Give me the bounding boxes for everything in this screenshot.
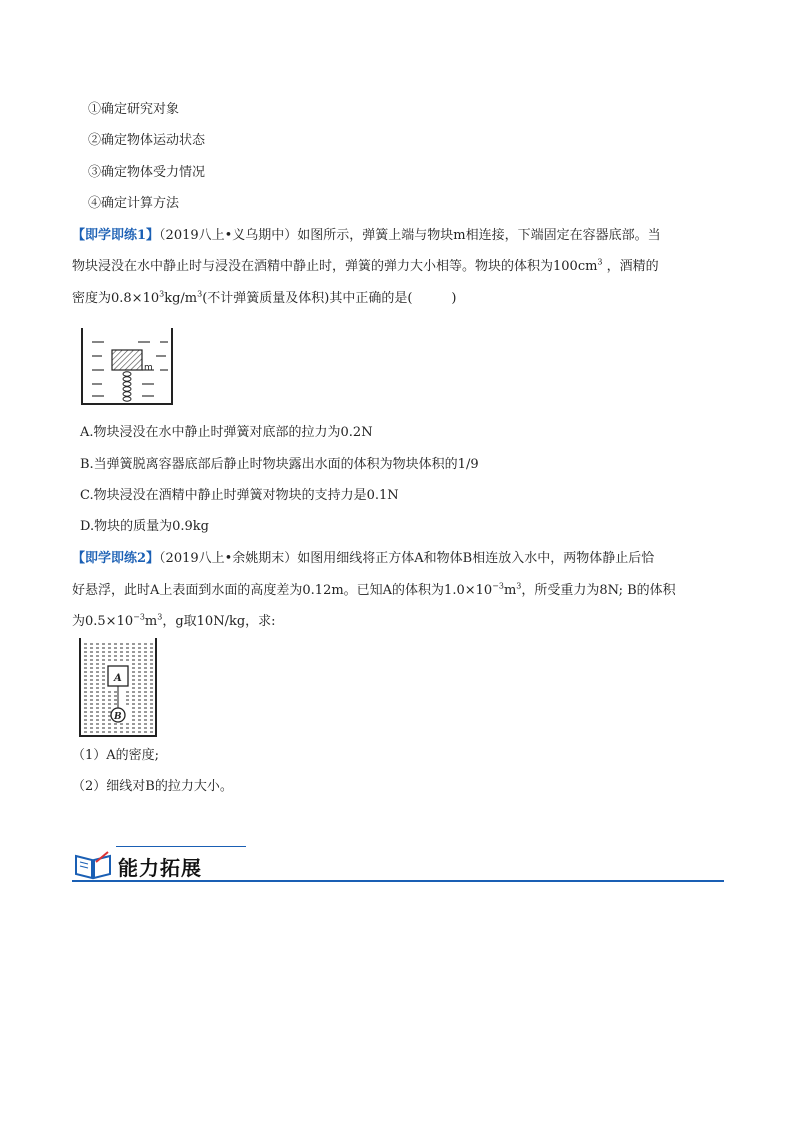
section-header bbox=[72, 846, 724, 886]
step-item: ③确定物体受力情况 bbox=[88, 165, 206, 180]
section-bottom-rule bbox=[72, 880, 724, 882]
option-b: B.当弹簧脱离容器底部后静止时物块露出水面的体积为物块体积的1/9 bbox=[80, 457, 479, 472]
open-book-icon bbox=[72, 848, 114, 880]
question-1-tag: 【即学即练1】 bbox=[72, 228, 160, 243]
block-label: m bbox=[144, 363, 153, 373]
step-item: ②确定物体运动状态 bbox=[88, 133, 206, 148]
option-c: C.物块浸没在酒精中静止时弹簧对物块的支持力是0.1N bbox=[80, 488, 399, 503]
question-1-line-1: 【即学即练1】（2019八上•义乌期中）如图所示，弹簧上端与物块m相连接，下端固定在容器底部。当 bbox=[72, 228, 661, 243]
suspended-objects-figure bbox=[78, 636, 158, 738]
step-item: ④确定计算方法 bbox=[88, 196, 180, 211]
question-2-line-2: 好悬浮，此时A上表面到水面的高度差为0.12m。已知A的体积为$1.0\times 10^{-3}m^3$，所受重力为8N; B的体积 bbox=[72, 581, 676, 598]
object-b-label: B bbox=[114, 712, 122, 722]
question-2-line-1: 【即学即练2】（2019八上•余姚期末）如图用细线将正方体A和物体B相连放入水中，两物体静止后恰 bbox=[72, 551, 655, 566]
section-top-rule bbox=[116, 846, 246, 847]
sub-question-1: （1）A的密度; bbox=[72, 748, 160, 763]
step-item: ①确定研究对象 bbox=[88, 102, 180, 117]
option-a: A.物块浸没在水中静止时弹簧对底部的拉力为0.2N bbox=[80, 425, 373, 440]
question-2-line-3: 为$0.5\times 10^{-3}m^3$，g取10N/kg，求: bbox=[72, 612, 276, 629]
object-a-label: A bbox=[114, 673, 122, 684]
sub-question-2: （2）细线对B的拉力大小。 bbox=[72, 779, 233, 794]
spring-block-figure bbox=[80, 324, 176, 408]
question-1-line-3: 密度为$0.8\times 10^3kg/m^3$(不计弹簧质量及体积)其中正确的是( ) bbox=[72, 289, 457, 306]
question-1-line-2: 物块浸没在水中静止时与浸没在酒精中静止时，弹簧的弹力大小相等。物块的体积为$100cm^3$ ，酒精的 bbox=[72, 257, 659, 274]
section-title: 能力拓展 bbox=[118, 856, 202, 880]
option-d: D.物块的质量为0.9kg bbox=[80, 519, 209, 534]
question-2-tag: 【即学即练2】 bbox=[72, 551, 160, 566]
